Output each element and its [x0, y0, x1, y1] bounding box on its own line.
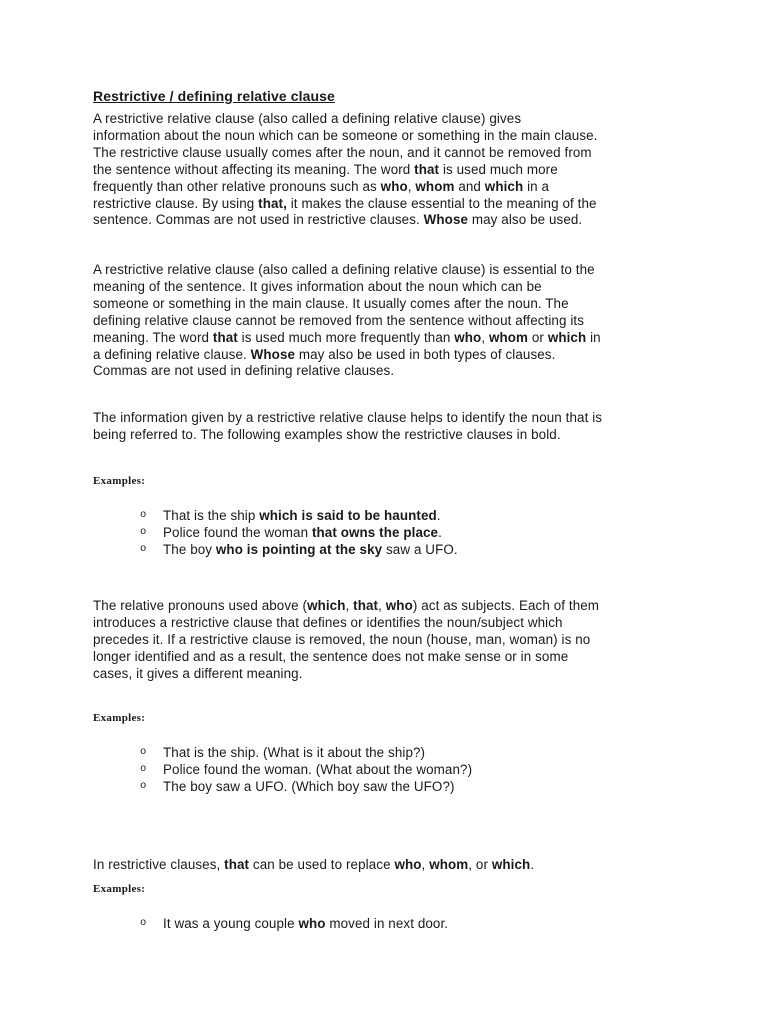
paragraph-definition [93, 262, 683, 380]
text-line: cases, it gives a different meaning. [93, 665, 303, 681]
bullet-icon: o [140, 526, 147, 539]
text-line: the sentence without affecting its meaning. The word that is used much more [93, 161, 558, 177]
list-item: o That is the ship which is said to be haunted. [140, 508, 441, 523]
text-line: frequently than other relative pronouns such as who, whom and which in a [93, 178, 550, 194]
list-item: o That is the ship. (What is it about the ship?) [140, 745, 426, 760]
text-line: meaning. The word that is used much more frequently than who, whom or which in [93, 329, 601, 345]
list-item: o The boy who is pointing at the sky saw a UFO. [140, 542, 458, 558]
bullet-icon: o [140, 746, 147, 758]
examples-label: Examples: [93, 883, 146, 895]
examples-list [138, 915, 448, 932]
text-line: The relative pronouns used above (which, that, who) act as subjects. Each of them [93, 598, 600, 613]
bullet-icon: o [140, 509, 147, 521]
text-line: A restrictive relative clause (also called a defining relative clause) is essential to the [93, 262, 595, 277]
bullet-icon: o [140, 780, 147, 793]
bullet-icon: o [140, 763, 147, 776]
paragraph-replacement [93, 857, 683, 874]
text-line: In restrictive clauses, that can be used to replace who, whom, or which. [93, 857, 535, 872]
bullet-icon: o [140, 917, 147, 929]
text-line: a defining relative clause. Whose may also be used in both types of clauses. [93, 346, 556, 362]
text-line: information about the noun which can be someone or something in the main clause. [93, 127, 598, 143]
list-item: o The boy saw a UFO. (Which boy saw the UFO?) [140, 779, 455, 795]
text-line: Commas are not used in defining relative clauses. [93, 363, 395, 379]
text-line: longer identified and as a result, the sentence does not make sense or in some [93, 648, 569, 664]
paragraph-pronouns [93, 598, 683, 683]
examples-label: Examples: [93, 475, 146, 487]
list-item: o It was a young couple who moved in next door. [140, 916, 449, 931]
text-line: A restrictive relative clause (also called a defining relative clause) gives [93, 111, 522, 126]
paragraph-intro [93, 111, 683, 229]
list-item: o Police found the woman. (What about the woman?) [140, 762, 473, 778]
paragraph-examples-intro [93, 410, 683, 444]
examples-list [138, 744, 472, 796]
bullet-icon: o [140, 543, 147, 556]
examples-list [138, 507, 458, 559]
text-line: sentence. Commas are not used in restrictive clauses. Whose may also be used. [93, 212, 583, 228]
text-line: defining relative clause cannot be removed from the sentence without affecting its [93, 312, 585, 328]
text-line: introduces a restrictive clause that defines or identifies the noun/subject which [93, 614, 563, 630]
text-line: restrictive clause. By using that, it makes the clause essential to the meaning of the [93, 195, 597, 211]
text-line: someone or something in the main clause. It usually comes after the noun. The [93, 295, 569, 311]
text-line: precedes it. If a restrictive clause is removed, the noun (house, man, woman) is no [93, 631, 591, 647]
page-title: Restrictive / defining relative clause [93, 88, 335, 104]
text-line: The restrictive clause usually comes after the noun, and it cannot be removed from [93, 144, 592, 160]
text-line: meaning of the sentence. It gives information about the noun which can be [93, 278, 542, 294]
text-line: The information given by a restrictive relative clause helps to identify the noun that is [93, 410, 603, 425]
text-line: being referred to. The following examples show the restrictive clauses in bold. [93, 426, 561, 442]
list-item: o Police found the woman that owns the place. [140, 525, 442, 541]
examples-label: Examples: [93, 712, 146, 724]
